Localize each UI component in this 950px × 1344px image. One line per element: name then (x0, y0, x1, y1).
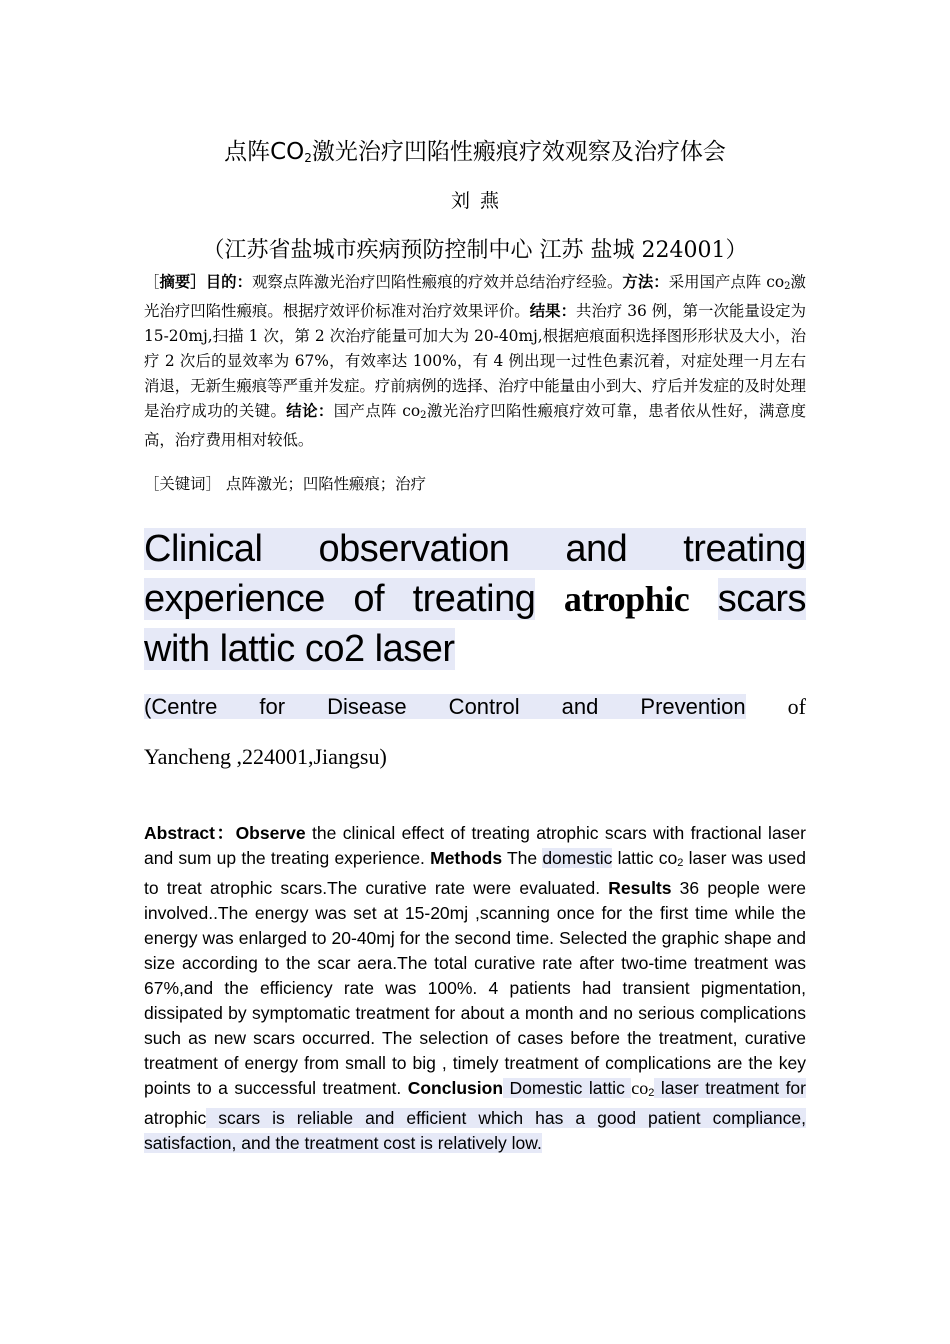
chinese-affiliation: （江苏省盐城市疾病预防控制中心 江苏 盐城 224001） (202, 238, 748, 263)
result-text: 共治疗 36 例，第一次能量设定为 15-20mj,扫描 1 次，第 2 次治疗能量可加大为 20-40mj,根据疤痕面积选择图形形状及大小，治疗 2 次后的显效率为 67%，有效率达 100%，有 4 例出现一过性色素沉着，对症处理一月左右消退，无新生瘢痕等严重并发症。疗前病例的选择、治疗中能量由小到大、疗后并发症的及时处理是治疗成功的关键。 (144, 302, 806, 420)
conclusion-text: co (631, 1078, 649, 1098)
english-title-line (144, 624, 806, 674)
methods-text: The (502, 848, 543, 868)
english-title-line (144, 574, 806, 624)
methods-text: domestic (542, 848, 613, 868)
english-affiliation-line (144, 682, 806, 732)
results-label: Results (608, 878, 672, 898)
english-affiliation-text: of (787, 694, 806, 719)
result-label: 结果： (529, 302, 577, 320)
chinese-title-part: 激光治疗凹陷性瘢痕疗效观察及治疗体会 (311, 139, 726, 165)
chinese-abstract (144, 270, 806, 453)
conclusion-text: 国产点阵 co (333, 402, 421, 420)
chinese-title-subscript: 2 (304, 151, 312, 165)
chinese-author: 刘燕 (450, 190, 509, 212)
observe-label: Observe (235, 823, 306, 843)
methods-text: lattic co (612, 848, 678, 868)
observe-text: the clinical effect of treating atrophic scars with fractional laser and sum up the treating experience. (144, 823, 806, 868)
abstract-label: Abstract： (144, 823, 236, 843)
purpose-label: 目的： (205, 273, 253, 291)
purpose-text: 观察点阵激光治疗凹陷性瘢痕的疗效并总结治疗经验。 (252, 273, 623, 291)
methods-text: laser was used to treat atrophic scars.The curative rate were evaluated. (144, 848, 806, 898)
chinese-title (0, 133, 950, 166)
conclusion-subscript: 2 (648, 1087, 655, 1099)
english-title-line (144, 524, 806, 574)
english-affiliation (144, 682, 806, 782)
results-text: 36 people were involved..The energy was set at 15-20mj ,scanning once for the first time while the energy was enlarged to 20-40mj for the second time. Selected the graphic shape and size according to the scar aera.The total curative rate after two-time treatment was 67%,and the efficiency rate was 100%. 4 patients had transient pigmentation, dissipated by symptomatic treatment for about a month and no serious complications such as new scars occurred. The selection of cases before the treatment, curative treatment of energy from small to big , timely treatment of complications are the key points to a successful treatment. (144, 878, 806, 1098)
english-title-text: with lattic co2 laser (144, 628, 455, 670)
conclusion-text: laser treatment for (654, 1078, 806, 1098)
english-affiliation-text: (Centre for Disease Control and Prevention (144, 694, 746, 719)
abstract-bracket: ［ (144, 273, 160, 291)
methods-label: Methods (430, 848, 503, 868)
methods-subscript: 2 (677, 857, 684, 869)
conclusion-label: Conclusion (407, 1078, 504, 1098)
conclusion-text: Domestic lattic (503, 1078, 632, 1098)
english-abstract (144, 821, 806, 1156)
abstract-label: 摘要］ (159, 273, 206, 291)
english-affiliation-line: Yancheng ,224001,Jiangsu) (144, 744, 387, 769)
method-text: 采用国产点阵 co (668, 273, 785, 291)
conclusion-label: 结论： (286, 402, 334, 420)
method-text: 激光治疗凹陷性瘢痕。根据疗效评价标准对治疗效果评价。 (144, 273, 806, 320)
method-label: 方法： (622, 273, 669, 291)
conclusion-text: atrophic (144, 1108, 207, 1128)
chinese-title-part: 点阵CO (224, 139, 305, 165)
method-subscript: 2 (784, 281, 791, 292)
english-title-text: atrophic (563, 579, 690, 619)
keywords-text: 点阵激光；凹陷性瘢痕；治疗 (225, 475, 426, 493)
english-title (144, 524, 806, 674)
english-title-text: experience of treating (144, 578, 536, 620)
conclusion-text: scars is reliable and efficient which has a good patient compliance, satisfaction, and the treatment cost is relatively low. (144, 1108, 806, 1153)
english-title-text: scars (717, 578, 807, 620)
conclusion-subscript: 2 (420, 410, 427, 421)
conclusion-text: 激光治疗凹陷性瘢痕疗效可靠，患者依从性好，满意度高，治疗费用相对较低。 (144, 402, 806, 449)
english-title-text: Clinical observation and treating (144, 528, 806, 570)
chinese-keywords (144, 472, 806, 497)
keywords-label: ［关键词］ (144, 475, 221, 493)
